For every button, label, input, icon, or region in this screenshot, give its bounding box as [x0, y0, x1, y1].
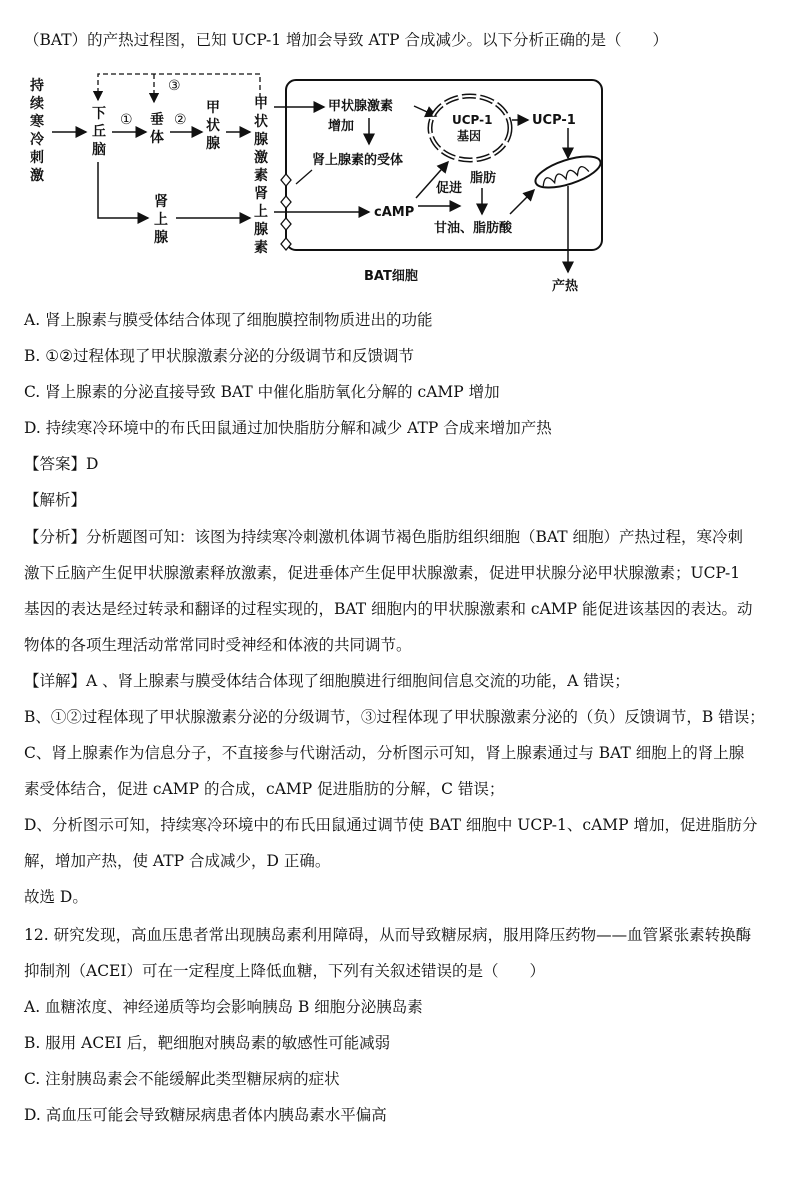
stimulus-label [30, 77, 45, 184]
svg-text:激: 激 [30, 168, 44, 184]
analysis-line: C、肾上腺素作为信息分子，不直接参与代谢活动，分析图示可知，肾上腺素通过与 BAT 细胞上的肾上腺 [24, 744, 745, 762]
svg-text:腺: 腺 [254, 222, 268, 238]
option-b: B. ①②过程体现了甲状腺激素分泌的分级调节和反馈调节 [24, 347, 415, 365]
svg-text:丘: 丘 [92, 124, 106, 140]
svg-text:甲: 甲 [254, 96, 268, 112]
q12-option-c: C. 注射胰岛素会不能缓解此类型糖尿病的症状 [24, 1070, 340, 1088]
bat-thermogenesis-diagram [24, 62, 614, 294]
svg-text:上: 上 [254, 204, 268, 220]
option-c: C. 肾上腺素的分泌直接导致 BAT 中催化脂肪氧化分解的 cAMP 增加 [24, 383, 500, 401]
question-stem-tail: （BAT）的产热过程图，已知 UCP-1 增加会导致 ATP 合成减少。以下分析正确的是（ ） [24, 31, 669, 49]
option-d: D. 持续寒冷环境中的布氏田鼠通过加快脂肪分解和减少 ATP 合成来增加产热 [24, 419, 552, 437]
svg-text:持: 持 [30, 78, 44, 94]
svg-text:寒: 寒 [30, 114, 44, 130]
svg-text:腺: 腺 [254, 132, 268, 148]
hormones-label [254, 96, 268, 256]
svg-text:上: 上 [154, 212, 168, 228]
svg-text:刺: 刺 [30, 150, 44, 166]
hypothalamus-label [92, 106, 106, 158]
analysis-line: 【分析】分析题图可知：该图为持续寒冷刺激机体调节褐色脂肪组织细胞（BAT 细胞）产热过程，寒冷刺 [24, 528, 744, 546]
adrenaline-receptor-label: 肾上腺素的受体 [312, 153, 404, 168]
svg-text:续: 续 [30, 96, 44, 112]
camp-label: cAMP [374, 205, 415, 220]
promote-label: 促进 [436, 181, 463, 196]
option-a: A. 肾上腺素与膜受体结合体现了细胞膜控制物质进出的功能 [24, 311, 433, 329]
q12-option-d: D. 高血压可能会导致糖尿病患者体内胰岛素水平偏高 [24, 1106, 387, 1124]
q12-stem-line: 抑制剂（ACEI）可在一定程度上降低血糖，下列有关叙述错误的是（ ） [24, 962, 545, 980]
svg-text:素: 素 [254, 240, 268, 256]
circle-2-label: ② [174, 112, 187, 128]
circle-3-label: ③ [168, 78, 181, 94]
pituitary-label [150, 111, 164, 146]
svg-text:体: 体 [150, 130, 164, 146]
thyroxine-increase-line1: 甲状腺激素 [328, 99, 394, 114]
q12-stem-line: 12. 研究发现，高血压患者常出现胰岛素利用障碍，从而导致糖尿病，服用降压药物——血管紧张素转换酶 [24, 926, 752, 944]
receptor-pointer [296, 170, 312, 184]
analysis-line: 【详解】A 、肾上腺素与膜受体结合体现了细胞膜进行细胞间信息交流的功能，A 错误； [24, 672, 630, 690]
analysis-line: 故选 D。 [24, 888, 88, 906]
svg-text:腺: 腺 [154, 230, 168, 246]
thyroid-label [206, 100, 220, 152]
svg-text:垂: 垂 [150, 112, 164, 128]
svg-text:腺: 腺 [206, 136, 220, 152]
bat-cell-label: BAT细胞 [364, 269, 418, 284]
analysis-label: 【解析】 [24, 491, 87, 509]
svg-text:状: 状 [254, 114, 268, 130]
ucp1-protein-label: UCP-1 [532, 113, 576, 128]
ucp1-gene-line1: UCP-1 [452, 113, 493, 127]
heat-label: 产热 [552, 279, 579, 294]
svg-text:甲: 甲 [206, 100, 220, 116]
analysis-line: B、①②过程体现了甲状腺激素分泌的分级调节，③过程体现了甲状腺激素分泌的（负）反馈调节，B 错误； [24, 708, 765, 726]
svg-text:肾: 肾 [254, 186, 268, 202]
svg-text:肾: 肾 [154, 194, 168, 210]
svg-text:激: 激 [254, 150, 268, 166]
glycerol-fatty-acid-label: 甘油、脂肪酸 [434, 221, 513, 236]
thyroxine-increase-line2: 增加 [328, 119, 355, 134]
arrow-hypothalamus-adrenal [98, 162, 148, 218]
q12-option-a: A. 血糖浓度、神经递质等均会影响胰岛 B 细胞分泌胰岛素 [24, 998, 423, 1016]
analysis-line: 解，增加产热，使 ATP 合成减少，D 正确。 [24, 852, 331, 870]
fat-label: 脂肪 [470, 171, 497, 186]
ucp1-gene-line2: 基因 [457, 129, 482, 143]
answer: 【答案】D [24, 455, 99, 473]
q12-option-b: B. 服用 ACEI 后，靶细胞对胰岛素的敏感性可能减弱 [24, 1034, 391, 1052]
analysis-line: 激下丘脑产生促甲状腺激素释放激素，促进垂体产生促甲状腺激素，促进甲状腺分泌甲状腺激素；UCP-1 [24, 564, 741, 582]
svg-text:冷: 冷 [30, 132, 44, 148]
svg-text:下: 下 [92, 106, 106, 122]
svg-text:脑: 脑 [92, 142, 106, 158]
svg-text:素: 素 [254, 168, 268, 184]
circle-1-label: ① [120, 112, 133, 128]
svg-text:状: 状 [206, 118, 220, 134]
analysis-line: 素受体结合，促进 cAMP 的合成，cAMP 促进脂肪的分解，C 错误； [24, 780, 505, 798]
analysis-line: 基因的表达是经过转录和翻译的过程实现的，BAT 细胞内的甲状腺激素和 cAMP 能促进该基因的表达。动 [24, 600, 753, 618]
analysis-line: 物体的各项生理活动常常同时受神经和体液的共同调节。 [24, 636, 412, 654]
arrow-fa-mitochondria [510, 190, 534, 214]
adrenal-label [154, 193, 168, 246]
analysis-line: D、分析图示可知，持续寒冷环境中的布氏田鼠通过调节使 BAT 细胞中 UCP-1、cAMP 增加，促进脂肪分 [24, 816, 758, 834]
